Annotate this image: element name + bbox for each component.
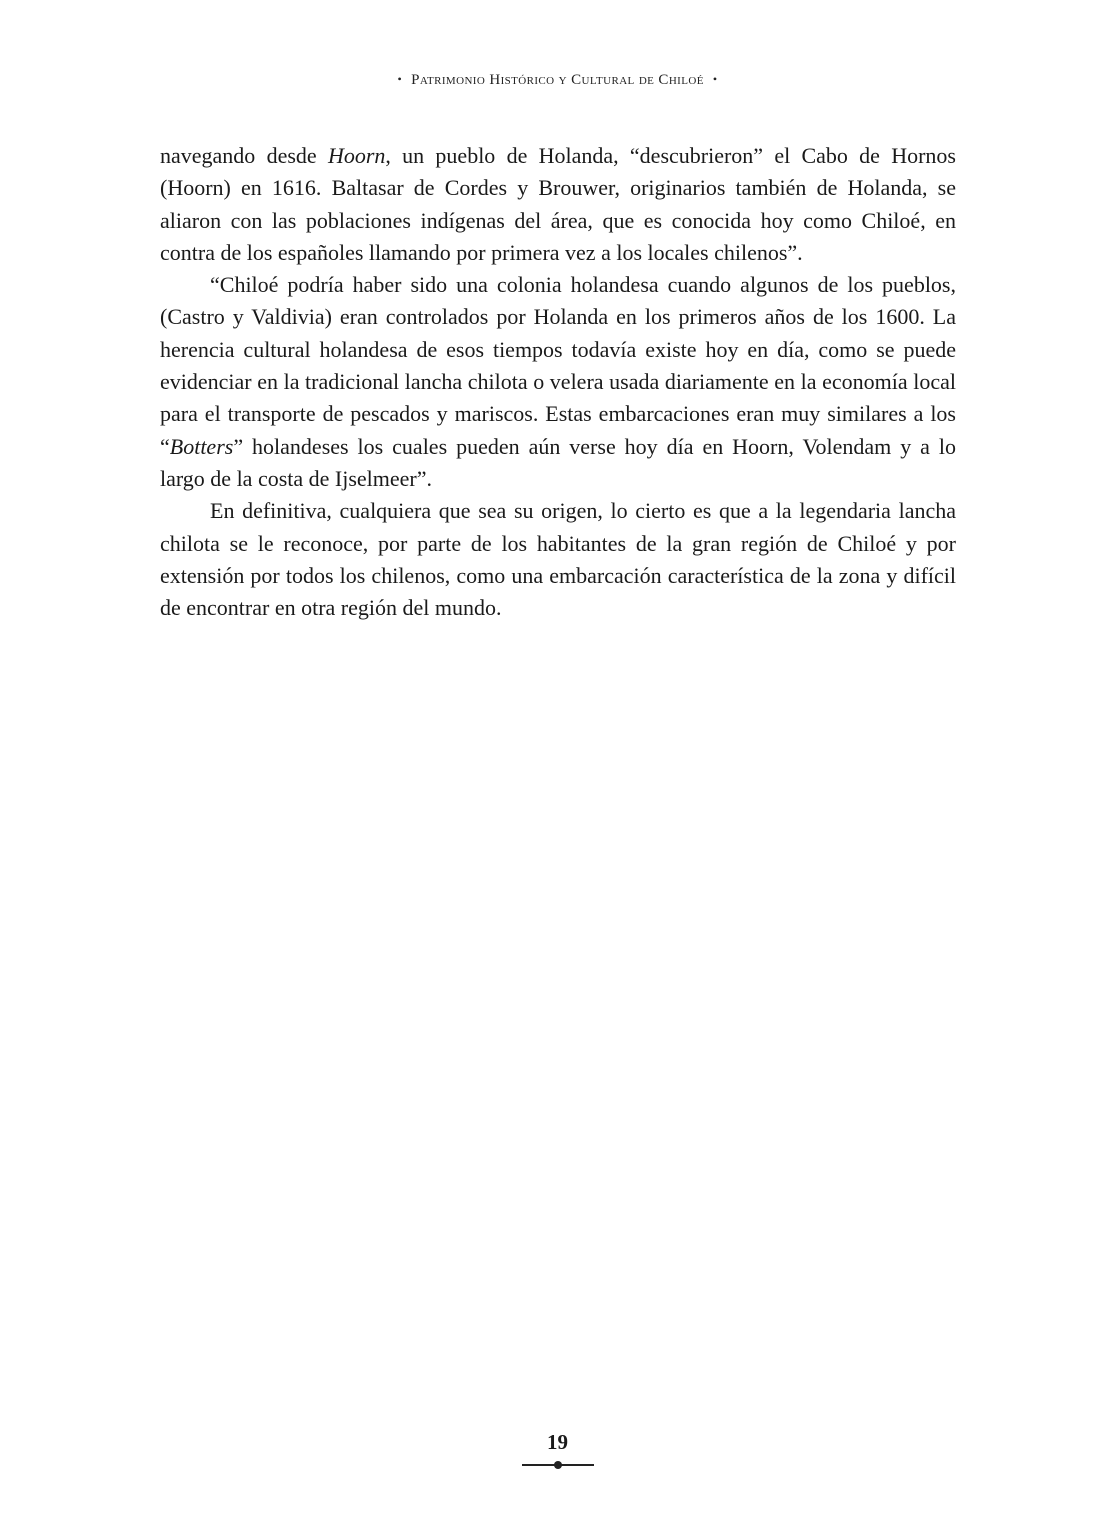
paragraph-1 (160, 140, 956, 269)
body-text (160, 140, 956, 624)
paragraph-3 (160, 495, 956, 624)
paragraph-1-text-c: , un pueblo de Holanda, “descubrieron” el Cabo de Hornos (Hoorn) en 1616. Baltasar de Cordes y Brouwer, originarios también de Holanda, se aliaron con las poblaciones indígenas del área, que es conocida hoy como Chiloé, en contra de los españoles llamando por primera vez a los locales chilenos”. (160, 143, 956, 265)
footer-ornament-dot (554, 1461, 562, 1469)
running-header (0, 72, 1115, 89)
paragraph-1-italic: Hoorn (327, 143, 386, 168)
page-number: 19 (547, 1430, 568, 1454)
page-footer (0, 1428, 1115, 1470)
footer-ornament (522, 1460, 594, 1470)
header-title: Patrimonio Histórico y Cultural de Chiloé (411, 72, 704, 88)
paragraph-2-text-a: “Chiloé podría haber sido una colonia holandesa cuando algunos de los pueblos, (Castro y Valdivia) eran controlados por Holanda en los primeros años de los 1600. La herencia cultural holandesa de esos tiempos todavía existe hoy en día, como se puede evidenciar en la tradicional lancha chilota o velera usada diariamente en la economía local para el transporte de pescados y mariscos. Estas embarcaciones eran muy similares a los “ (160, 272, 956, 459)
paragraph-2 (160, 269, 956, 495)
paragraph-3-text: En definitiva, cualquiera que sea su origen, lo cierto es que a la legendaria lancha chilota se le reconoce, por parte de los habitantes de la gran región de Chiloé y por extensión por todos los chilenos, como una embarcación característica de la zona y difícil de encontrar en otra región del mundo. (160, 498, 956, 621)
paragraph-1-text-a: navegando desde (160, 143, 328, 168)
header-bullet-right: • (712, 72, 718, 86)
paragraph-2-text-c: ” holandeses los cuales pueden aún verse hoy día en Hoorn, Volendam y a lo largo de la costa de Ijselmeer”. (160, 433, 956, 491)
header-bullet-left: • (397, 72, 403, 86)
paragraph-2-italic: Botters (169, 433, 234, 459)
